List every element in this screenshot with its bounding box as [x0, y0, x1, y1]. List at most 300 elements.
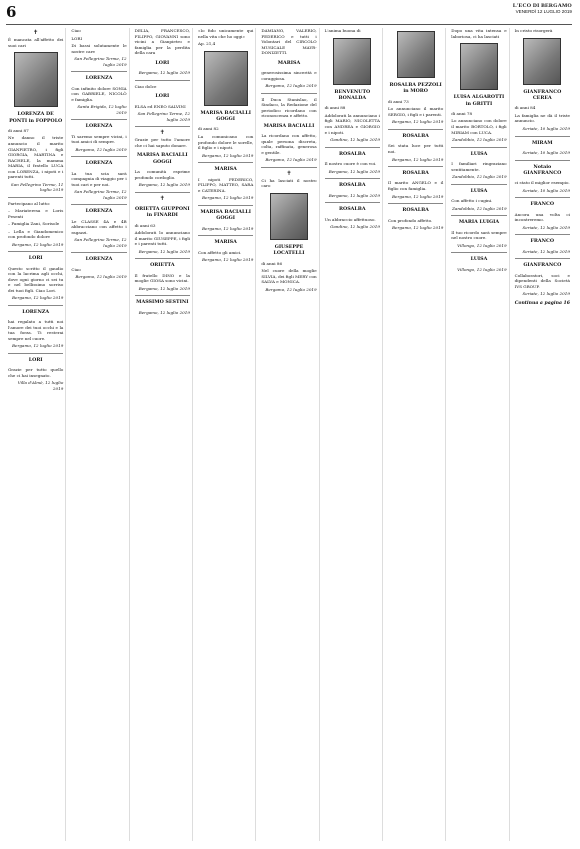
notice-block: [8, 111, 63, 124]
column-4: [196, 28, 256, 841]
place-date: Villa d'Almè, 12 luglio 2019: [17, 380, 64, 391]
place-date: Bergamo, 12 luglio 2019: [75, 146, 127, 152]
place-date: Bergamo, 12 luglio 2019: [138, 70, 190, 76]
notice-block: [451, 94, 506, 107]
place-date: Zandobbio, 12 luglio 2019: [452, 205, 507, 211]
notice-block: [515, 38, 570, 85]
place-date: San Pellegrino Terme, 11 luglio 2019: [10, 181, 64, 193]
place-date: Bergamo, 12 luglio 2019: [202, 152, 254, 158]
notice-text: Ciao: [71, 28, 81, 33]
notice-text: di anni 82: [197, 126, 219, 132]
place-date: Seriate, 12 luglio 2019: [522, 291, 570, 297]
notice-block: [71, 123, 126, 129]
notice-text: Ti saremo sempre vicini, i tuoi amici di sempre.: [71, 133, 127, 145]
notice-block: [71, 86, 126, 116]
notice-separator: [515, 136, 570, 137]
notice-separator: [8, 305, 63, 306]
notice-block: [261, 97, 316, 119]
notice-block: [135, 169, 190, 188]
notice-block: [325, 105, 380, 142]
notice-text: Il Duca Stanislao, il Sindaco, la Redazione del periodico ricordano con riconoscenza e affetto.: [261, 96, 317, 119]
notice-block: [135, 299, 190, 305]
deceased-name: ROSALBA: [402, 170, 429, 177]
notice-text: di anni 73: [387, 98, 409, 104]
deceased-name: MARISA BACIALLI GOGGI: [200, 109, 251, 123]
notice-block: [325, 217, 380, 230]
notice-separator: [135, 192, 190, 193]
place-date: Bergamo, 12 luglio 2019: [12, 241, 64, 247]
place-date: Seriate, 12 luglio 2019: [522, 224, 570, 230]
notice-block: [261, 244, 316, 257]
notice-block: [515, 201, 570, 207]
cross-icon: ✝: [159, 129, 165, 137]
notice-block: [261, 193, 316, 240]
place-date: Gandino, 12 luglio 2019: [330, 224, 380, 230]
portrait-photo: [397, 31, 435, 78]
notice-block: [261, 28, 316, 56]
notice-block: [261, 133, 316, 163]
notice-separator: [451, 215, 506, 216]
place-date: Villongo, 12 luglio 2019: [457, 242, 507, 248]
notice-separator: [325, 147, 380, 148]
notice-text: I nipoti FEDERICO, FILIPPO, MATTEO, SARA e CATERINA.: [197, 176, 254, 193]
notice-text: La comunità esprime profondo cordoglio.: [134, 169, 190, 180]
notice-block: [71, 75, 126, 81]
notice-separator: [515, 258, 570, 259]
notice-text: La comunicano con profondo dolore le sorelle, il figlio e i nipoti.: [197, 134, 254, 151]
notice-text: di anni 87: [8, 127, 29, 133]
notice-block: [135, 262, 190, 268]
notice-block: [135, 84, 190, 90]
notice-text: «Io fido unicamente qui nella vita che ho oggi»: [197, 28, 254, 39]
cross-icon: ✝: [286, 169, 292, 177]
notice-block: [451, 161, 506, 180]
notice-separator: [135, 258, 190, 259]
deceased-name: FRANCO: [530, 201, 555, 208]
place-date: Bergamo, 12 luglio 2019: [392, 119, 444, 125]
notice-block: [198, 126, 253, 158]
notice-text: Un abbraccio affettuoso.: [324, 216, 376, 222]
notice-text: La famiglia ne dà il triste annuncio.: [514, 112, 570, 124]
notice-block: [8, 30, 63, 48]
notice-block: [198, 177, 253, 201]
column-1: [6, 28, 66, 841]
notice-separator: [198, 205, 253, 206]
notice-block: [135, 196, 190, 202]
notice-text: Partecipano al lutto:: [8, 200, 51, 206]
notice-separator: [325, 202, 380, 203]
deceased-name: LUISA: [470, 187, 488, 194]
notice-block: [261, 171, 316, 189]
notice-block: [8, 52, 63, 107]
notice-text: Ciao dolce: [134, 83, 157, 89]
notice-separator: [515, 197, 570, 198]
notice-block: [135, 152, 190, 165]
deceased-name: FRANCO: [530, 238, 555, 245]
notice-block: [71, 134, 126, 153]
deceased-name: MIRAM: [532, 139, 553, 146]
notice-block: [325, 193, 380, 199]
notice-block: [515, 140, 570, 146]
place-date: Bergamo, 12 luglio 2019: [328, 192, 380, 198]
notice-block: [325, 206, 380, 212]
notice-text: LORI: [71, 35, 83, 41]
notice-text: L'anima buona di: [324, 28, 361, 33]
notice-text: DAMIANO, VALERIO, FEDERICO e tutti i Volontari del CIRCOLO MUSICALE MAYR-DONIZETTI.: [261, 28, 317, 56]
notice-text: Con infinito dolore SONIA con GABRIELE, NICOLÒ e famiglia.: [71, 85, 127, 102]
column-6: [323, 28, 383, 841]
column-2: [69, 28, 129, 841]
notice-block: [8, 357, 63, 363]
notice-block: [71, 219, 126, 249]
notice-text: Il marito ANGELO e il figlio con famiglia.: [387, 180, 444, 191]
masthead: [513, 3, 572, 15]
notice-text: I familiari ringraziano sentitamente.: [451, 161, 507, 172]
notice-block: [325, 161, 380, 174]
notice-block: [451, 198, 506, 211]
notice-text: Ancora una volta ci incontreremo.: [514, 211, 570, 223]
notice-block: [261, 123, 316, 129]
notice-text: In cristo risorgerà: [514, 28, 553, 33]
deceased-name: Notaio GIANFRANCO: [523, 163, 562, 176]
notice-block: [135, 310, 190, 316]
notice-block: [515, 164, 570, 177]
notice-block: [325, 28, 380, 34]
place-date: San Pellegrino Terme, 12 luglio 2019: [74, 56, 127, 67]
notice-text: Con affetto i cugini.: [451, 198, 493, 204]
notice-block: [515, 28, 570, 34]
notice-block: [451, 43, 506, 90]
notice-block: [388, 218, 443, 231]
notice-block: [261, 60, 316, 66]
deceased-name: LORENZA: [85, 208, 113, 215]
notice-text: La ricordano con affetto, quale persona discreta, colta, raffinata, generosa e gentile.: [261, 133, 317, 155]
deceased-name: GIUSEPPE LOCATELLI: [273, 243, 305, 257]
notice-text: Addolorati la annunciano i figli MARIO, NICOLETTA con ANDREA e GIORGIO e i nipoti.: [324, 112, 380, 135]
notice-block: [71, 208, 126, 214]
notice-separator: [261, 167, 316, 168]
notice-text: Con affetto gli amici.: [197, 249, 242, 255]
columns-container: [6, 28, 572, 841]
notice-text: Nel cuore della moglie SILVIA, dei figli MERY con SALVA e MONICA.: [261, 268, 317, 285]
place-date: Zandobbio, 12 luglio 2019: [452, 174, 507, 180]
notice-text: – Lella e Giandomenico con profondo dolore: [8, 228, 64, 240]
notice-text: Grazie per tutto quello che ci hai insegnato.: [8, 367, 64, 378]
notice-block: [515, 150, 570, 156]
notice-text: DELIA, FRANCESCO, FILIPPO, GIOVANNI sono vicini a Gianpietro e famiglia per la perdita della cara: [134, 28, 190, 56]
notice-text: di anni 63: [134, 222, 156, 228]
notice-text: Collaboratori, soci e dipendenti della Società IVS GROUP.: [514, 272, 570, 289]
notice-block: [198, 209, 253, 222]
notice-block: [325, 38, 380, 85]
place-date: Seriate, 10 luglio 2019: [522, 149, 570, 155]
deceased-name: LORENZA: [85, 160, 113, 167]
place-date: Bergamo, 12 luglio 2019: [202, 225, 254, 231]
notice-block: [325, 182, 380, 188]
deceased-name: GIANFRANCO: [523, 262, 562, 269]
deceased-name: MARISA: [214, 239, 237, 246]
notice-block: [135, 60, 190, 66]
column-9: [513, 28, 572, 841]
place-date: Bergamo, 12 luglio 2019: [12, 343, 64, 349]
notice-block: [71, 256, 126, 262]
notice-block: [388, 170, 443, 176]
paper-name: L'ECO DI BERGAMO: [512, 3, 572, 9]
notice-separator: [8, 353, 63, 354]
deceased-name: LORENZA: [22, 308, 50, 315]
deceased-name: MARISA: [277, 59, 301, 66]
place-date: San Pellegrino Terme, 12 luglio 2019: [74, 237, 127, 248]
notice-text: Di bassi solutamente le nostre care: [71, 43, 127, 54]
notice-block: [451, 28, 506, 39]
place-date: Bergamo, 12 luglio 2019: [202, 195, 254, 201]
deceased-name: MARIA LUIGIA: [458, 219, 500, 226]
notice-separator: [451, 147, 506, 148]
deceased-name: LORI: [28, 356, 43, 363]
notice-block: [388, 31, 443, 78]
notice-text: Ap. 21,4: [197, 41, 216, 47]
notice-text: La tua scia sarà compagnia di viaggio per i tuoi cari e per noi.: [71, 170, 127, 187]
deceased-name: LORI: [155, 59, 170, 66]
paper-date: VENERDÌ 12 LUGLIO 2019: [515, 9, 572, 14]
portrait-photo: [523, 38, 561, 85]
notice-separator: [388, 129, 443, 130]
deceased-name: ORIETTA GIUPPONI in FINARDI: [134, 205, 190, 219]
notice-separator: [451, 184, 506, 185]
place-date: Bergamo, 12 luglio 2019: [392, 156, 444, 162]
notice-separator: [135, 295, 190, 296]
notice-separator: [515, 160, 570, 161]
notice-text: Con profondo affetto.: [387, 217, 433, 223]
notice-block: [198, 239, 253, 245]
notice-block: [388, 133, 443, 139]
notice-separator: [71, 119, 126, 120]
deceased-name: MASSIMO SESTINI: [136, 299, 189, 306]
deceased-name: GIANFRANCO CEREA: [523, 88, 562, 101]
notice-separator: [71, 252, 126, 253]
place-date: Gandino, 12 luglio 2019: [330, 137, 380, 143]
page-number: 6: [6, 3, 17, 21]
notice-text: Lo annunciano con dolore il marito BORTOLO, i figli MIRIAM con LUCA.: [451, 118, 507, 135]
notice-separator: [325, 178, 380, 179]
notice-separator: [198, 235, 253, 236]
deceased-name: LORI: [155, 93, 170, 100]
notice-separator: [388, 203, 443, 204]
header-rule: [6, 24, 572, 25]
notice-block: [135, 93, 190, 99]
notice-block: [451, 267, 506, 273]
portrait-photo: [333, 38, 371, 85]
deceased-name: LORENZA: [85, 123, 113, 130]
place-date: Bergamo, 12 luglio 2019: [265, 286, 317, 292]
notice-text: Questo scritto il gaudio con la lacrima agli occhi, dove ogni giorno ci sei tu e nel bellissimo sorriso dei tuoi figli. Ciao Lori.: [8, 265, 64, 293]
notice-text: generosissima sincerità e coraggiosa.: [261, 70, 317, 81]
notice-block: [515, 180, 570, 193]
notice-text: – Mariateresa e Loris Pesenti: [8, 208, 64, 219]
notice-block: [388, 99, 443, 125]
notice-block: [8, 255, 63, 261]
place-date: Bergamo, 12 luglio 2019: [202, 257, 254, 263]
notice-text: Addolorati lo annunciano il marito GIUSEPPE, i figli e i parenti tutti.: [134, 230, 190, 247]
notice-block: [8, 128, 63, 193]
notice-separator: [135, 126, 190, 127]
notice-separator: [71, 204, 126, 205]
place-date: San Pellegrino Terme, 12 luglio 2019: [74, 189, 127, 200]
notice-block: [388, 82, 443, 95]
notice-text: ELSA ed ENEO SALVINI: [134, 103, 186, 109]
portrait-photo: [204, 51, 248, 106]
deceased-name: ROSALBA PEZZOLI in MORO: [389, 82, 442, 95]
notice-text: È mancata all'affetto dei suoi cari: [8, 37, 64, 48]
place-date: Bergamo, 12 luglio 2019: [12, 295, 64, 301]
place-date: Seriate, 10 luglio 2019: [522, 187, 570, 193]
deceased-name: BENVENUTO BONALDA: [334, 88, 371, 101]
notice-text: Ci ha lasciati il nostro caro: [261, 177, 317, 189]
notice-block: [135, 130, 190, 148]
deceased-name: MARISA BACIALLI GOGGI: [136, 152, 188, 165]
deceased-name: ROSALBA: [339, 150, 366, 157]
notice-block: [71, 171, 126, 201]
notice-block: [515, 105, 570, 131]
notice-text: Grazie per tutto l'amore che ci hai saputo donare.: [134, 137, 190, 148]
place-date: Bergamo, 12 luglio 2019: [138, 285, 190, 291]
place-date: Bergamo, 12 luglio 2019: [392, 225, 444, 231]
notice-text: di anni 84: [514, 105, 536, 111]
notice-block: [198, 166, 253, 172]
notice-block: [451, 111, 506, 143]
place-date: Bergamo, 12 luglio 2019: [328, 168, 380, 174]
notice-block: [8, 266, 63, 301]
place-date: Bergamo, 12 luglio 2019: [138, 248, 190, 254]
notice-text: di anni 86: [261, 260, 283, 266]
notice-block: [198, 110, 253, 123]
notice-block: [515, 273, 570, 297]
deceased-name: LORENZA: [85, 75, 113, 82]
notice-block: [388, 207, 443, 213]
notice-block: [135, 70, 190, 76]
column-7: [386, 28, 446, 841]
notice-separator: [71, 71, 126, 72]
notice-block: [198, 250, 253, 263]
place-date: Bergamo, 12 luglio 2019: [75, 274, 127, 280]
notice-block: [451, 188, 506, 194]
notice-block: [325, 151, 380, 157]
cross-icon: ✝: [159, 194, 165, 202]
notice-block: [388, 180, 443, 199]
notice-block: [261, 261, 316, 293]
notice-block: [515, 262, 570, 268]
place-date: Bergamo, 12 luglio 2019: [138, 309, 190, 315]
notice-block: [198, 226, 253, 232]
notice-text: Lo annunciano il marito SERGIO, i figli e i parenti.: [387, 106, 444, 117]
notice-block: [135, 223, 190, 255]
place-date: Bergamo, 12 luglio 2019: [138, 182, 190, 188]
portrait-photo: [14, 52, 58, 107]
place-date: Seriate, 12 luglio 2019: [522, 248, 570, 254]
notice-text: Le CLASSE 4A e 4B abbracciano con affetto i ragazzi.: [71, 218, 127, 235]
notice-text: Ciao: [71, 266, 81, 272]
column-8: [449, 28, 509, 841]
notice-block: [8, 309, 63, 315]
deceased-name: LORENZA DE PONTI in FOPPOLO: [9, 111, 63, 124]
place-date: Zandobbio, 12 luglio 2019: [452, 137, 507, 143]
notice-block: [135, 28, 190, 56]
place-date: Santa Brigida, 12 luglio 2019: [77, 104, 127, 115]
deceased-name: LUISA: [470, 150, 488, 157]
place-date: Bergamo, 12 luglio 2019: [265, 157, 317, 163]
deceased-name: LORENZA: [85, 256, 113, 263]
notice-block: [71, 267, 126, 280]
notice-block: [451, 230, 506, 249]
notice-block: [515, 238, 570, 244]
deceased-name: ROSALBA: [339, 182, 366, 189]
cross-icon: ✝: [33, 29, 39, 36]
notice-text: Ne danno il triste annuncio il marito GIANPIETRO, i figli GIORGIA, MARTINA e RACHELE, la mamma MARIA, il fratello LUCA con LORENZA, i nipoti e i parenti tutti.: [8, 135, 64, 180]
place-date: San Pellegrino Terme, 12 luglio 2019: [137, 111, 190, 122]
notice-text: Dopo una vita intensa e laboriosa, ci ha lasciati: [451, 28, 507, 39]
place-date: Bergamo, 12 luglio 2019: [265, 83, 317, 89]
notice-text: Il fratello DINO e la moglie GIOSA sono vicini.: [134, 272, 190, 284]
notice-separator: [198, 162, 253, 163]
deceased-name: ROSALBA: [339, 206, 366, 213]
notice-text: di anni 78: [451, 110, 473, 116]
deceased-name: ROSALBA: [402, 207, 429, 214]
deceased-name: LUISA ALGAROTTI in GRITTI: [453, 94, 505, 107]
notice-text: Sei stata luce per tutti noi.: [387, 143, 444, 154]
place-date: Bergamo, 12 luglio 2019: [392, 193, 444, 199]
portrait-photo: [460, 43, 498, 90]
notice-block: [8, 367, 63, 391]
portrait-photo: [270, 193, 308, 240]
deceased-name: ROSALBA: [402, 133, 429, 139]
notice-separator: [388, 166, 443, 167]
notice-block: [515, 89, 570, 102]
notice-block: [8, 201, 63, 248]
notice-block: [71, 160, 126, 166]
notice-separator: [261, 93, 316, 94]
notice-separator: [451, 252, 506, 253]
notice-separator: [515, 234, 570, 235]
notice-text: di anni 88: [324, 105, 346, 111]
notice-text: – Famiglia Zani, Sorisole: [8, 221, 60, 227]
notice-text: Il tuo ricordo sarà sempre nel nostro cuore.: [451, 229, 507, 241]
notice-block: [8, 319, 63, 349]
notice-separator: [135, 80, 190, 81]
notice-block: [515, 249, 570, 255]
column-5: [259, 28, 319, 841]
notice-separator: [71, 156, 126, 157]
notice-block: [451, 256, 506, 262]
notice-block: [388, 143, 443, 162]
notice-separator: [8, 197, 63, 198]
notice-block: [71, 28, 126, 67]
notice-block: [325, 89, 380, 102]
notice-block: [135, 273, 190, 292]
notice-block: [135, 206, 190, 219]
deceased-name: ORIETTA: [150, 262, 175, 269]
place-date: Seriate, 10 luglio 2019: [522, 126, 570, 131]
notice-separator: [8, 251, 63, 252]
notice-text: Il nostro cuore è con voi.: [324, 161, 377, 167]
column-3: [133, 28, 193, 841]
notice-text: ci stato il miglior esempio.: [514, 180, 570, 186]
continuation-note: Continua a pagina 16: [514, 301, 570, 306]
notice-text: hai regalato a tutti noi l'amore dei tuoi occhi e la tua forza. Ti resterai sempre nel cuore.: [8, 319, 64, 341]
notice-block: [261, 70, 316, 89]
notice-block: [515, 212, 570, 231]
deceased-name: MARISA BACIALLI: [263, 122, 315, 129]
deceased-name: LUISA: [470, 256, 488, 263]
